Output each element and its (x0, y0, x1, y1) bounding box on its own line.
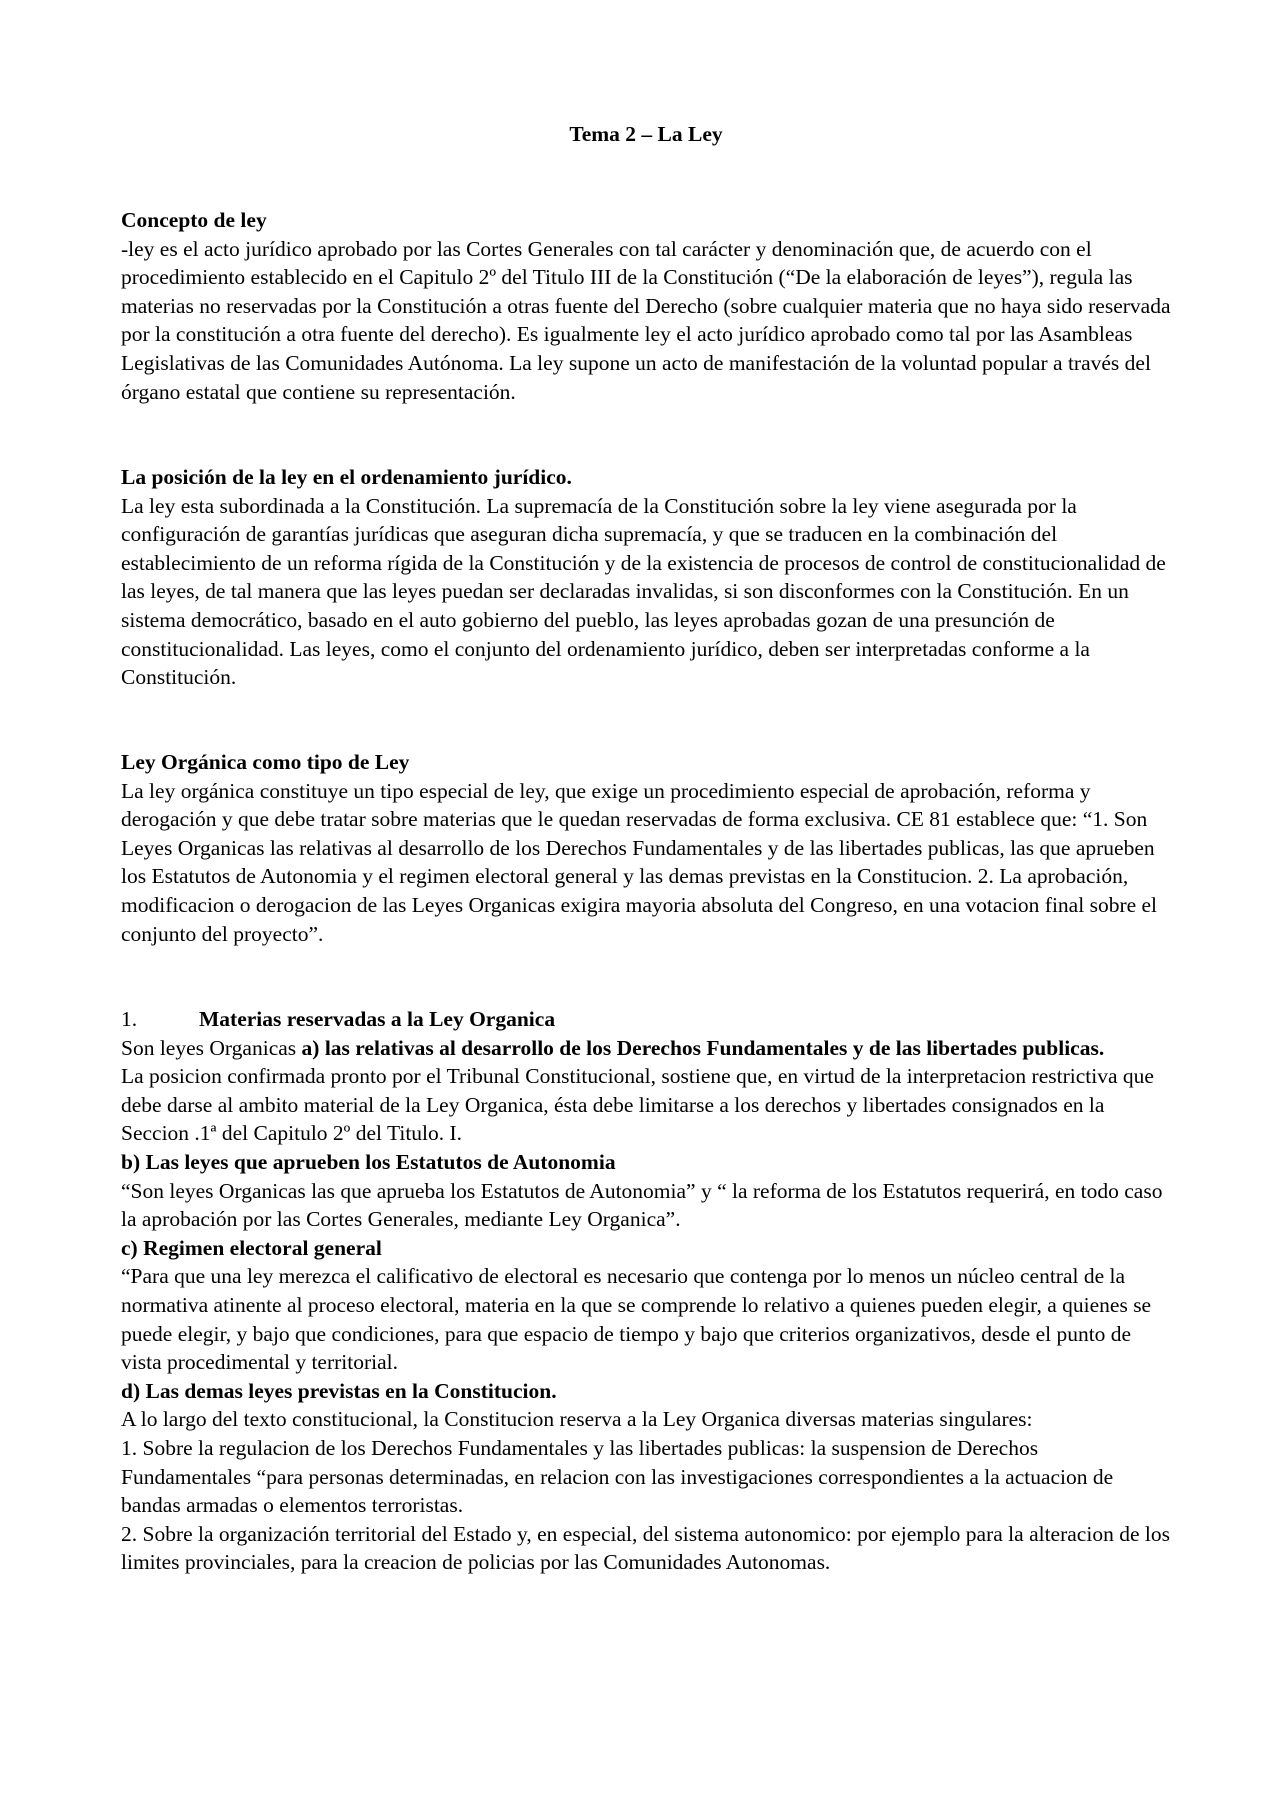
materia-b-heading: b) Las leyes que aprueben los Estatutos de Autonomia (121, 1149, 616, 1174)
numbered-heading (121, 1005, 1171, 1034)
materias-intro-plain: Son leyes Organicas (121, 1035, 302, 1060)
section-body-ley-organica: La ley orgánica constituye un tipo especial de ley, que exige un procedimiento especial de aprobación, reforma y derogación y que debe tratar sobre materias que le quedan reservadas de forma exclusiva. CE 81 establece que: “1. Son Leyes Organicas las relativas al desarrollo de los Derechos Fundamentales y de las libertades publicas, las que aprueben los Estatutos de Autonomia y el regimen electoral general y las demas previstas en la Constitucion. 2. La aprobación, modificacion o derogacion de las Leyes Organicas exigira mayoria absoluta del Congreso, en una votacion final sobre el conjunto del proyecto”. (121, 778, 1158, 946)
materia-a-body: La posicion confirmada pronto por el Tribunal Constitucional, sostiene que, en virtud de la interpretacion restrictiva que debe darse al ambito material de la Ley Organica, ésta debe limitarse a los derechos y libertades consignados en la Seccion .1ª del Capitulo 2º del Titulo. I. (121, 1064, 1154, 1146)
section-body-concepto: -ley es el acto jurídico aprobado por las Cortes Generales con tal carácter y denominación que, de acuerdo con el procedimiento establecido en el Capitulo 2º del Titulo III de la Constitución (“De la elaboración de leyes”), regula las materias no reservadas por la Constitución a otras fuente del Derecho (sobre cualquier materia que no haya sido reservada por la constitución a otra fuente del derecho). Es igualmente ley el acto jurídico aprobado como tal por las Asambleas Legislativas de las Comunidades Autónoma. La ley supone un acto de manifestación de la voluntad popular a través del órgano estatal que contiene su representación. (121, 236, 1171, 404)
heading-number: 1. (121, 1007, 138, 1031)
section-materias (121, 1005, 1171, 1577)
materia-d-body: A lo largo del texto constitucional, la Constitucion reserva a la Ley Organica diversas materias singulares: (121, 1407, 1033, 1432)
materia-c-heading: c) Regimen electoral general (121, 1235, 382, 1260)
document-title: Tema 2 – La Ley (569, 122, 723, 146)
section-heading-materias: Materias reservadas a la Ley Organica (199, 1007, 556, 1031)
section-body-posicion: La ley esta subordinada a la Constitución. La supremacía de la Constitución sobre la ley viene asegurada por la configuración de garantías jurídicas que aseguran dicha supremacía, y que se traducen en la combinación del establecimiento de un reforma rígida de la Constitución y de la existencia de procesos de control de constitucionalidad de las leyes, de tal manera que las leyes puedan ser declaradas invalidas, si son disconformes con la Constitución. En un sistema democrático, basado en el auto gobierno del pueblo, las leyes aprobadas gozan de una presunción de constitucionalidad. Las leyes, como el conjunto del ordenamiento jurídico, deben ser interpretadas conforme a la Constitución. (121, 493, 1166, 690)
section-posicion (121, 463, 1171, 692)
materia-c-body: “Para que una ley merezca el calificativo de electoral es necesario que contenga por lo menos un núcleo central de la normativa atinente al proceso electoral, materia en la que se comprende lo relativo a quienes pueden elegir, a quienes se puede elegir, y bajo que condiciones, para que espacio de tiempo y bajo que criterios organizativos, desde el punto de vista procedimental y territorial. (121, 1264, 1152, 1375)
section-ley-organica (121, 748, 1171, 948)
materia-b-body: “Son leyes Organicas las que aprueba los Estatutos de Autonomia” y “ la reforma de los Estatutos requerirá, en todo caso la aprobación por las Cortes Generales, mediante Ley Organica”. (121, 1178, 1163, 1232)
materia-d-item-1: 1. Sobre la regulacion de los Derechos Fundamentales y las libertades publicas: la suspension de Derechos Fundamentales “para personas determinadas, en relacion con las investigaciones correspondientes a la actuacion de bandas armadas o elementos terroristas. (121, 1435, 1114, 1518)
section-heading-ley-organica: Ley Orgánica como tipo de Ley (121, 750, 410, 774)
materia-d-item-2: 2. Sobre la organización territorial del Estado y, en especial, del sistema autonomico: por ejemplo para la alteracion de los limites provinciales, para la creacion de policias por las Comunidades Autonomas. (121, 1521, 1170, 1575)
materias-intro-bold: a) las relativas al desarrollo de los Derechos Fundamentales y de las libertades publicas. (301, 1035, 1105, 1060)
section-heading-concepto: Concepto de ley (121, 208, 267, 232)
materia-d-heading: d) Las demas leyes previstas en la Constitucion. (121, 1378, 557, 1403)
section-heading-posicion: La posición de la ley en el ordenamiento jurídico. (121, 465, 572, 489)
materias-intro (121, 1034, 1171, 1063)
section-concepto (121, 206, 1171, 406)
